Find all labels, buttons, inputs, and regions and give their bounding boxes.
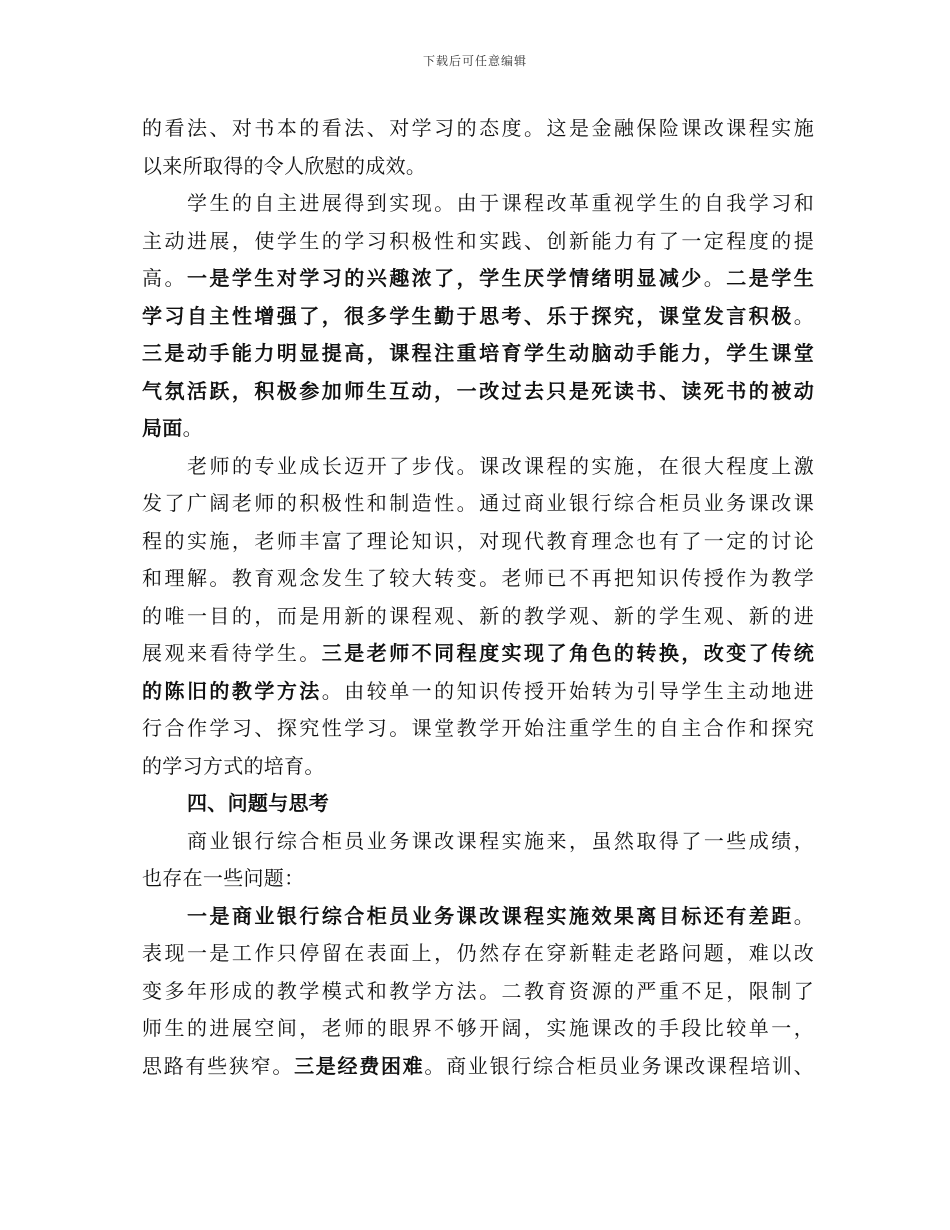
text-line [142, 598, 814, 636]
bold-text-segment: 一是商业银行综合柜员业务课改课程实施效果离目标还有差距 [187, 903, 794, 928]
text-segment: 。 [182, 416, 203, 440]
text-segment: 表现一是工作只停留在表面上，仍然存在穿新鞋走老路问题，难以改 [142, 941, 814, 965]
text-line [142, 1048, 814, 1086]
text-line [142, 485, 814, 523]
text-segment: 。由较单一的知识传授开始转为引导学生主动地进 [321, 678, 814, 703]
text-segment: 和理解。教育观念发生了较大转变。老师已不再把知识传授作为教学 [142, 566, 814, 590]
text-line [142, 148, 814, 186]
text-segment: 的看法、对书本的看法、对学习的态度。这是金融保险课改课程实施 [142, 116, 814, 140]
bold-text-segment: 二是学生 [726, 266, 814, 290]
text-segment: 的学习方式的培育。 [142, 753, 325, 778]
text-segment: 主动进展，使学生的学习积极性和实践、创新能力有了一定程度的提 [142, 228, 814, 253]
bold-text-segment: 局面 [142, 416, 183, 440]
text-line [142, 673, 814, 711]
page-header: 下载后可任意编辑 [422, 54, 527, 68]
text-line [142, 260, 814, 298]
text-segment: 思路有些狭窄。 [142, 1053, 295, 1078]
text-line [142, 710, 814, 748]
text-segment: 发了广阔老师的积极性和制造性。通过商业银行综合柜员业务课改课 [142, 491, 814, 515]
text-line [142, 560, 814, 598]
text-line [142, 410, 814, 448]
text-line [142, 635, 814, 673]
document-body [142, 110, 814, 1085]
text-line [142, 110, 814, 148]
text-segment: 展观来看待学生。 [142, 641, 322, 665]
text-line [142, 973, 814, 1011]
text-segment: 老师的专业成长迈开了步伐。课改课程的实施，在很大程度上激 [187, 453, 814, 478]
bold-text-segment: 气氛活跃，积极参加师生互动，一改过去只是死读书、读死书的被动 [142, 378, 814, 403]
bold-text-segment: 学习自主性增强了，很多学生勤于思考、乐于探究，课堂发言积极 [142, 303, 794, 328]
bold-text-segment: 四、问题与思考 [187, 791, 330, 815]
text-line [142, 748, 814, 786]
text-line [142, 785, 814, 823]
text-line [142, 898, 814, 936]
text-segment: 的唯一目的，而是用新的课程观、新的教学观、新的学生观、新的进 [142, 603, 814, 628]
text-line [142, 823, 814, 861]
text-segment: 也存在一些问题： [142, 866, 305, 890]
text-line [142, 298, 814, 336]
text-line [142, 373, 814, 411]
text-segment: 。商业银行综合柜员业务课改课程培训、 [424, 1053, 814, 1078]
bold-text-segment: 一是学生对学习的兴趣浓了，学生厌学情绪明显减少 [186, 266, 704, 290]
text-segment: 。 [793, 903, 814, 928]
text-segment: 行合作学习、探究性学习。课堂教学开始注重学生的自主合作和探究 [142, 716, 814, 740]
text-line [142, 223, 814, 261]
text-line [142, 523, 814, 561]
text-segment: 以来所取得的令人欣慰的成效。 [142, 153, 427, 178]
text-line [142, 860, 814, 898]
bold-text-segment: 三是经费困难 [294, 1053, 425, 1078]
text-line [142, 185, 814, 223]
bold-text-segment: 三是动手能力明显提高，课程注重培育学生动脑动手能力，学生课堂 [142, 341, 814, 365]
text-segment: 程的实施，老师丰富了理论知识，对现代教育理念也有了一定的讨论 [142, 528, 814, 553]
text-line [142, 1010, 814, 1048]
text-segment: 高。 [142, 266, 187, 290]
text-line [142, 335, 814, 373]
text-line [142, 935, 814, 973]
text-segment: 。 [793, 303, 814, 328]
text-segment: 变多年形成的教学模式和教学方法。二教育资源的严重不足，限制了 [142, 978, 814, 1003]
bold-text-segment: 的陈旧的教学方法 [142, 678, 322, 703]
text-segment: 。 [703, 266, 727, 290]
bold-text-segment: 三是老师不同程度实现了角色的转换，改变了传统 [321, 641, 814, 665]
text-segment: 商业银行综合柜员业务课改课程实施来，虽然取得了一些成绩， [187, 828, 814, 853]
text-segment: 师生的进展空间，老师的眼界不够开阔，实施课改的手段比较单一， [142, 1016, 814, 1040]
text-line [142, 448, 814, 486]
text-segment: 学生的自主进展得到实现。由于课程改革重视学生的自我学习和 [187, 191, 814, 215]
